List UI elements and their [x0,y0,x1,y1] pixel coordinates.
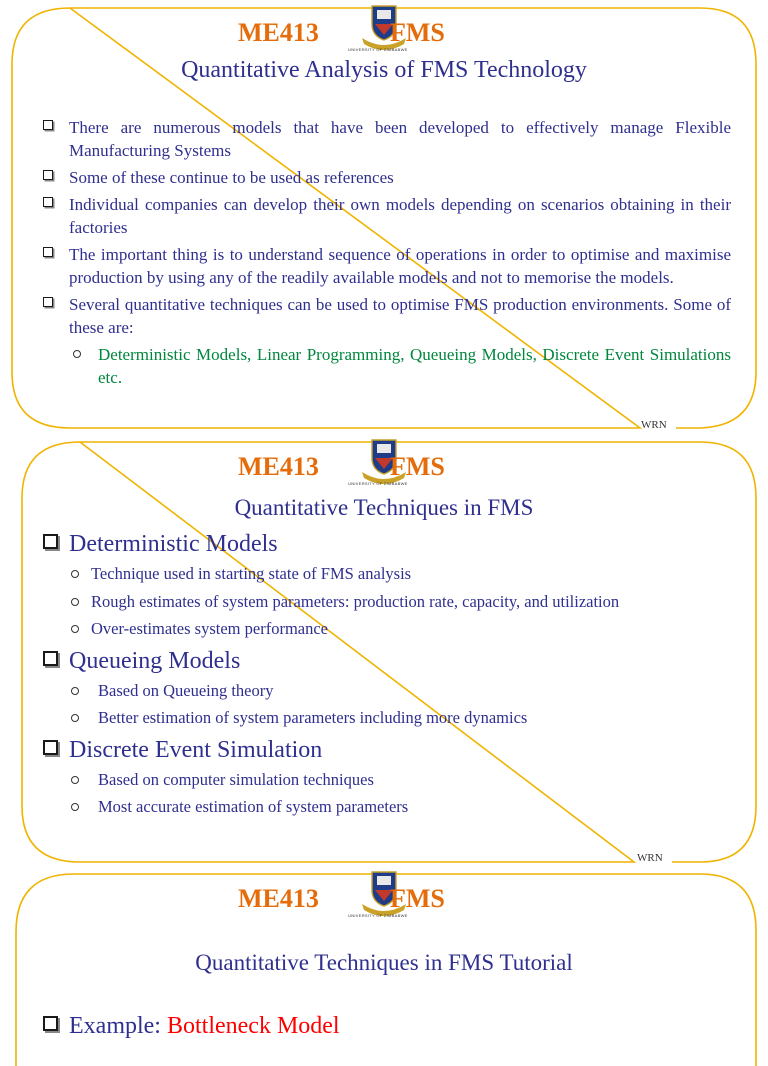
technique-sections [43,528,743,821]
section-heading [43,734,743,766]
item-text: Over-estimates system performance [91,619,328,638]
circle-bullet-icon [71,570,79,578]
list-item [43,560,743,588]
slide-title: Quantitative Techniques in FMS [234,495,534,520]
list-item [43,615,743,643]
section-items [43,677,743,732]
section-items [43,560,743,643]
course-code: ME413 [238,884,319,913]
slide-header [0,0,768,56]
item-text: Based on computer simulation techniques [98,769,374,789]
circle-bullet-icon [71,803,79,811]
section-items [43,766,743,821]
circle-bullet-icon [71,776,79,784]
slide-3 [0,866,768,1039]
crest-caption: UNIVERSITY OF ZIMBABWE [348,481,408,486]
circle-bullet-icon [71,687,79,695]
list-item [43,293,731,339]
slide-title: Quantitative Techniques in FMS Tutorial [195,950,573,975]
square-bullet-icon [43,197,53,207]
example-line [43,1010,340,1042]
circle-bullet-icon [71,714,79,722]
list-item [43,243,731,289]
course-suffix: FMS [390,884,445,913]
square-bullet-icon [43,740,58,755]
section-heading [43,528,743,560]
bullet-text: The important thing is to understand sequence of operations in order to optimise and maximise production by using any of the readily available models and not to memorise the models. [69,245,731,287]
heading-text: Discrete Event Simulation [69,736,323,763]
bullet-text: There are numerous models that have been developed to effectively manage Flexible Manufacturing Systems [69,118,731,160]
slide-2 [0,434,768,868]
square-bullet-icon [43,534,58,549]
square-bullet-icon [43,1016,58,1031]
circle-bullet-icon [71,625,79,633]
bullet-text: Several quantitative techniques can be used to optimise FMS production environments. Some of these are: [69,295,731,337]
crest-caption: UNIVERSITY OF ZIMBABWE [348,913,408,918]
square-bullet-icon [43,170,53,180]
list-item [43,766,743,794]
course-code: ME413 [238,452,319,481]
example-value: Bottleneck Model [166,1013,340,1039]
slide-1 [0,0,768,436]
list-item [43,166,731,189]
list-item [43,704,743,732]
item-text: Better estimation of system parameters including more dynamics [98,708,528,727]
list-item [43,677,743,705]
author-initials: WRN [637,852,663,864]
item-text: Most accurate estimation of system parameters [98,797,409,816]
course-suffix: FMS [390,452,445,481]
item-text: Technique used in starting state of FMS analysis [91,564,412,583]
sub-bullet-text: Deterministic Models, Linear Programming, Queueing Models, Discrete Event Simulations etc. [98,345,731,387]
square-bullet-icon [43,247,53,257]
square-bullet-icon [43,651,58,666]
list-item [43,793,743,821]
slide-header [0,866,768,922]
crest-caption: UNIVERSITY OF ZIMBABWE [348,47,408,52]
course-code: ME413 [238,18,319,47]
heading-text: Queueing Models [69,647,241,674]
heading-text: Deterministic Models [69,531,278,557]
example-label: Example: [69,1013,167,1039]
square-bullet-icon [43,120,53,130]
list-item [43,588,743,616]
bullet-text: Some of these continue to be used as references [69,168,394,187]
slide-title: Quantitative Analysis of FMS Technology [181,57,587,83]
section-heading [43,645,743,677]
slide-header [0,434,768,490]
author-initials: WRN [641,419,667,431]
circle-bullet-icon [71,598,79,606]
bullet-text: Individual companies can develop their own models depending on scenarios obtaining in their factories [69,195,731,237]
item-text: Rough estimates of system parameters: production rate, capacity, and utilization [91,591,620,611]
list-item [43,193,731,239]
square-bullet-icon [43,297,53,307]
sub-list-item [43,343,731,389]
list-item [43,116,731,162]
item-text: Based on Queueing theory [98,680,274,700]
circle-bullet-icon [73,350,81,358]
course-suffix: FMS [390,18,445,47]
bullet-list [43,116,731,389]
